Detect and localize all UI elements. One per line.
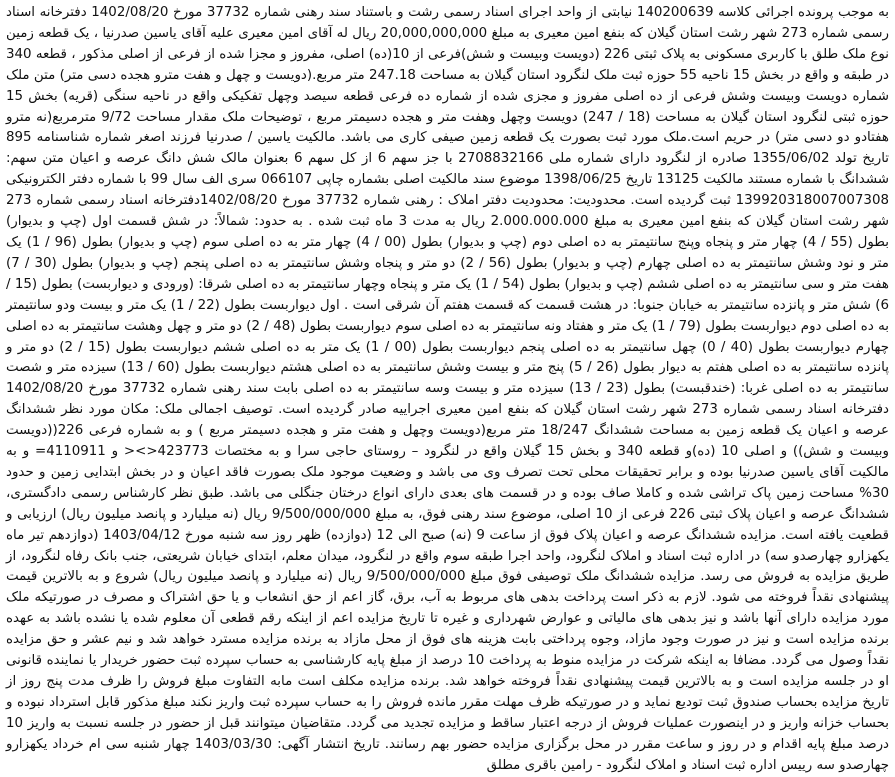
notice-body-text: به موجب پرونده اجرائی کلاسه 140200639 نیابتی از واحد اجرای اسناد رسمی رشت و باستناد سند رهنی شماره 37732 مورخ 1402/08/20 دفترخانه اسناد رسمی شماره 273 شهر رشت استان گیلان که بنفع امین معیری به مبلغ 20,000,000,000 ریال له آقای امین معیری علیه آقای یاسین صدرنیا ، یک قطعه زمین نوع ملک طلق با کاربری مسکونی به پلاک ثبتی 226 (دویست وبیست و شش)فرعی از 10(ده) اصلی، مفروز و مجزا شده از فرعی از اصلی مذکور ، قطعه 340 در طبقه و واقع در بخش 15 ناحیه 55 حوزه ثبت ملک لنگرود استان گیلان به مساحت 247.18 متر مربع.(دویست و چهل و هفت مترو هجده دسی متر) متن ملک شماره دویست وبیست وشش فرعی از ده اصلی مفروز و مجزی شده از شماره ده فرعی قطعه سیصد وچهل تفکیکی واقع در ناحیه سنگی (قریه) بخش 15 حوزه ثبتی لنگرود استان گیلان به مساحت (18 / 247) دویست وچهل وهفت متر و هجده دسیمتر مربع ، توضیحات ملک مقدار مساحت 9/72 مترمربع(نه مترو هفتادو دو دسی متر) در حریم است.ملک مورد ثبت بصورت یک قطعه زمین صیفی کاری می باشد. مالکیت یاسین / صدرنیا فرزند اصغر شماره شناسنامه 895 تاریخ تولد 1355/06/02 صادره از لنگرود دارای شماره ملی 2708832166 با جز سهم 6 از کل سهم 6 بعنوان مالک شش دانگ عرصه و اعیان متن سهم: ششدانگ با شماره مستند مالکیت 13125 تاریخ 1398/06/25 موضوع سند مالکیت اصلی بشماره چاپی 066107 سری الف سال 99 با شماره دفتر الکترونیکی 139920318007007308 ثبت گردیده است. محدودیت: محدودیت دفتر املاک : رهنی شماره 37732 مورخ 1402/08/20دفترخانه اسناد رسمی شماره 273 شهر رشت استان گیلان که بنفع امین معیری به مبلغ 2.000.000.000 ریال به مدت 3 ماه ثبت شده . به حدود: شمالاً: در شش قسمت اول (چپ و بدیوار) بطول (55 / 4) چهار متر و پنجاه وپنج سانتیمتر به ده اصلی دوم (چپ و بدیوار) بطول (00 / 4) چهار متر به ده اصلی سوم (چپ و بدیوار) بطول (96 / 1) یک متر و نود وشش سانتیمتر به ده اصلی چهارم (چپ و بدیوار) بطول (56 / 2) دو متر و پنجاه وشش سانتیمتر به ده اصلی پنجم (چپ و بدیوار) بطول (30 / 7) هفت متر و سی سانتیمتر به ده اصلی ششم (چپ و بدیوار) بطول (54 / 1) یک متر و پنجاه وچهار سانتیمتر به ده اصلی شرقا: (ورودی و دیواربست) بطول (15 / 6) شش متر و پانزده سانتیمتر به خیابان جنوبا: در هشت قسمت که قسمت هفتم آن شرقی است . اول دیواربست بطول (22 / 1) یک متر و بیست ودو سانتیمتر به ده اصلی دوم دیواربست بطول (79 / 1) یک متر و هفتاد ونه سانتیمتر به ده اصلی سوم دیواربست بطول (48 / 2) دو متر و چهل وهشت سانتیمتر به ده اصلی چهارم دیواربست بطول (40 / 0) چهل سانتیمتر به ده اصلی پنجم دیواربست بطول (00 / 1) یک متر به ده اصلی ششم دیواربست بطول (15 / 2) دو متر و پانزده سانتیمتر به ده اصلی هفتم به دیوار بطول (26 / 5) پنج متر و بیست وشش سانتیمتر به ده اصلی هشتم دیواربست بطول (60 / 13) سیزده متر و شصت سانتیمتر به ده اصلی غربا: (خندقبست) بطول (23 / 13) سیزده متر و بیست وسه سانتیمتر به ده اصلی بابت سند رهنی شماره 37732 مورخ 1402/08/20 دفترخانه اسناد رسمی شماره 273 شهر رشت استان گیلان که بنفع امین معیری اجراییه صادر گردیده است. توصیف اجمالی ملک: مکان مورد نظر ششدانگ عرصه و اعیان یک قطعه زمین به مساحت ششدانگ 18/247 متر مربع(دویست وچهل و هفت متر و هجده دسیمتر مربع ) و به شماره فرعی 226((دویست وبیست و شش)) و اصلی 10 (ده)و قطعه 340 و بخش 15 گیلان واقع در لنگرود – روستای حاجی سرا و به مختصات 423773<>< و 4110911= و به مالکیت آقای یاسین صدرنیا بوده و برابر تحقیقات محلی تحت تصرف وی می باشد و وضعیت موجود ملک بصورت فاقد اعیان و در بخش ابتدایی زمین و حدود 30% مساحت زمین پاک تراشی شده و کاملا صاف بوده و در قسمت های بعدی دارای انواع درختان جنگلی می باشد. طبق نظر کارشناس رسمی دادگستری، ششدانگ عرصه و اعیان پلاک ثبتی 226 فرعی از 10 اصلی، موضوع سند رهنی فوق، به مبلغ 9/500/000/000 ریال (نه میلیارد و پانصد میلیون ریال) ارزیابی و قطعیت یافته است. مزایده ششدانگ عرصه و اعیان پلاک فوق از ساعت 9 (نه) صبح الی 12 (دوازده) ظهر روز سه شنبه مورخ 1403/04/12 (دوازدهم تیر ماه یکهزارو چهارصدو سه) در اداره ثبت اسناد و املاک لنگرود، واحد اجرا طبقه سوم واقع در لنگرود، میدان معلم، ابتدای خیابان شریعتی، جنب بانک رفاه لنگرود، از طریق مزایده به فروش می رسد. مزایده ششدانگ ملک توصیفی فوق مبلغ 9/500/000/000 ریال (نه میلیارد و پانصد میلیون ریال) شروع و به بالاترین قیمت پیشنهادی نقداً فروخته می شود. لازم به ذکر است پرداخت بدهی های مربوط به آب، برق، گاز اعم از حق انشعاب و یا حق اشتراک و مصرف در صورتیکه ملک مورد مزایده دارای آنها باشد و نیز بدهی های مالیاتی و عوارض شهرداری و غیره تا تاریخ مزایده اعم از اینکه رقم قطعی آن معلوم شده یا نشده باشد به عهده برنده مزایده است و نیز در صورت وجود مازاد، وجوه پرداختی بابت هزینه های فوق از محل مازاد به برنده مزایده مسترد خواهد شد و نیم عشر و حق مزایده نقداً وصول می گردد. مضافا به اینکه شرکت در مزایده منوط به پرداخت 10 درصد از مبلغ پایه کارشناسی به حساب سپرده ثبت حضور خریدار یا نماینده قانونی او در جلسه مزایده است و به بالاترین قیمت پیشنهادی نقداً فروخته خواهد شد. برنده مزایده مکلف است مابه التفاوت مبلغ فروش را ظرف مدت پنج روز از تاریخ مزایده بحساب صندوق ثبت تودیع نماید و در صورتیکه ظرف مهلت مقرر مانده فروش را به حساب سپرده ثبت واریز نکند مبلغ مذکور قابل استرداد نبوده و بحساب خزانه واریز و در اینصورت عملیات فروش از درجه اعتبار ساقط و مزایده تجدید می گردد. متقاضیان میتوانند قبل از حضور در جلسه نسبت به واریز 10 درصد مبلغ پایه اقدام و در روز و ساعت مقرر در محل برگزاری مزایده حضور بهم رسانند. تاریخ انتشار آگهی: 1403/03/30 چهار شنبه سی ام خرداد یکهزارو چهارصدو سه رییس اداره ثبت اسناد و املاک لنگرود - رامین باقری مطلق bbox=[6, 5, 890, 773]
